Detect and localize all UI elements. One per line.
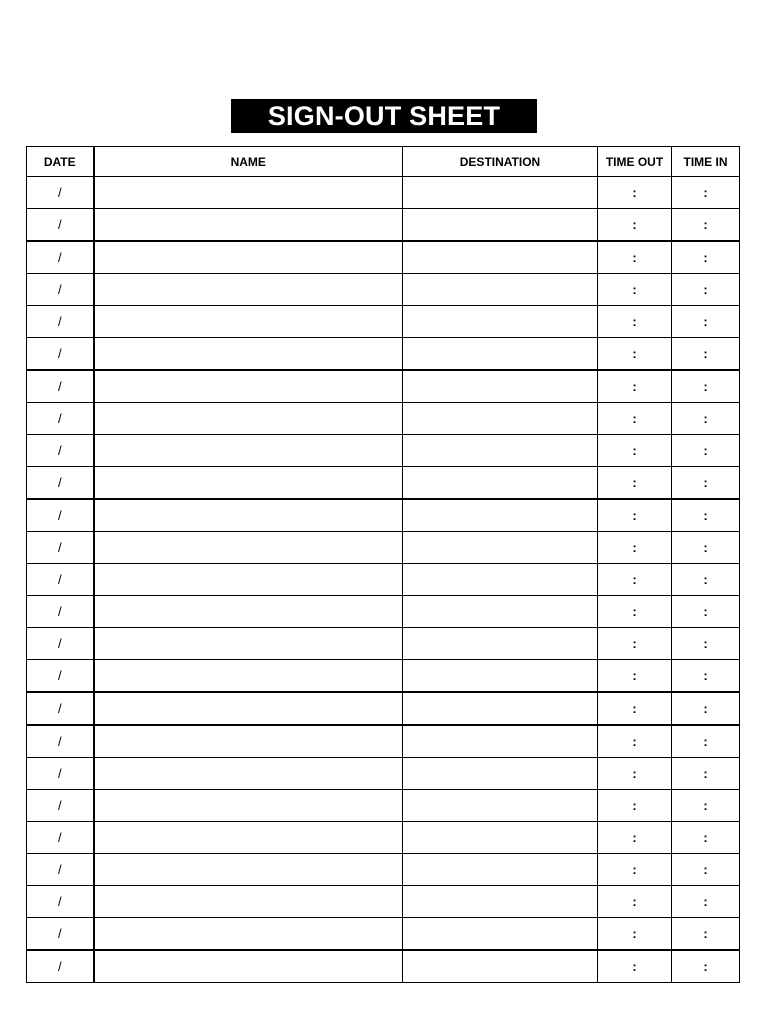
time-out-cell[interactable]: : [598,435,672,467]
destination-column-header: DESTINATION [403,147,598,177]
time-in-cell[interactable]: : [672,177,740,209]
time-in-cell[interactable]: : [672,564,740,596]
time-out-cell[interactable]: : [598,499,672,532]
time-out-cell[interactable]: : [598,532,672,564]
destination-cell[interactable] [403,274,598,306]
name-cell[interactable] [94,950,403,983]
date-cell[interactable]: / [27,338,94,371]
destination-cell[interactable] [403,725,598,758]
destination-cell[interactable] [403,370,598,403]
table-row [27,918,740,951]
time-out-cell[interactable]: : [598,725,672,758]
table-row [27,274,740,306]
destination-cell[interactable] [403,177,598,209]
date-cell[interactable]: / [27,725,94,758]
date-cell[interactable]: / [27,532,94,564]
destination-cell[interactable] [403,822,598,854]
destination-cell[interactable] [403,338,598,371]
date-cell[interactable]: / [27,499,94,532]
name-cell[interactable] [94,596,403,628]
destination-cell[interactable] [403,564,598,596]
time-in-cell[interactable]: : [672,532,740,564]
sheet-title: SIGN-OUT SHEET [231,99,537,133]
table-row [27,306,740,338]
time-in-cell[interactable]: : [672,499,740,532]
header-row [27,147,740,177]
table-row [27,886,740,918]
table-row [27,241,740,274]
time-in-cell[interactable]: : [672,403,740,435]
time-out-cell[interactable]: : [598,209,672,242]
destination-cell[interactable] [403,660,598,693]
name-cell[interactable] [94,403,403,435]
date-cell[interactable]: / [27,306,94,338]
time-out-cell[interactable]: : [598,950,672,983]
name-cell[interactable] [94,758,403,790]
date-cell[interactable]: / [27,660,94,693]
destination-cell[interactable] [403,758,598,790]
date-cell[interactable]: / [27,692,94,725]
time-in-cell[interactable]: : [672,918,740,951]
destination-cell[interactable] [403,499,598,532]
table-row [27,403,740,435]
table-row [27,435,740,467]
date-cell[interactable]: / [27,564,94,596]
date-cell[interactable]: / [27,854,94,886]
time-in-cell[interactable]: : [672,435,740,467]
table-row [27,338,740,371]
name-cell[interactable] [94,564,403,596]
time-out-column-header: TIME OUT [598,147,672,177]
time-out-cell[interactable]: : [598,564,672,596]
time-in-cell[interactable]: : [672,822,740,854]
destination-cell[interactable] [403,854,598,886]
name-cell[interactable] [94,725,403,758]
time-in-column-header: TIME IN [672,147,740,177]
time-out-cell[interactable]: : [598,241,672,274]
time-out-cell[interactable]: : [598,596,672,628]
date-cell[interactable]: / [27,886,94,918]
name-cell[interactable] [94,209,403,242]
name-cell[interactable] [94,628,403,660]
destination-cell[interactable] [403,886,598,918]
time-out-cell[interactable]: : [598,822,672,854]
date-cell[interactable]: / [27,628,94,660]
destination-cell[interactable] [403,596,598,628]
time-in-cell[interactable]: : [672,370,740,403]
time-out-cell[interactable]: : [598,854,672,886]
time-out-cell[interactable]: : [598,790,672,822]
name-cell[interactable] [94,854,403,886]
time-out-cell[interactable]: : [598,274,672,306]
time-out-cell[interactable]: : [598,370,672,403]
date-column-header: DATE [27,147,94,177]
name-cell[interactable] [94,918,403,951]
table-row [27,725,740,758]
time-in-cell[interactable]: : [672,274,740,306]
time-in-cell[interactable]: : [672,338,740,371]
name-cell[interactable] [94,822,403,854]
table-row [27,822,740,854]
name-cell[interactable] [94,177,403,209]
time-in-cell[interactable]: : [672,950,740,983]
time-in-cell[interactable]: : [672,886,740,918]
time-in-cell[interactable]: : [672,596,740,628]
table-row [27,467,740,500]
table-row [27,564,740,596]
date-cell[interactable]: / [27,241,94,274]
name-cell[interactable] [94,692,403,725]
time-out-cell[interactable]: : [598,918,672,951]
table-row [27,692,740,725]
time-in-cell[interactable]: : [672,725,740,758]
time-out-cell[interactable]: : [598,758,672,790]
time-in-cell[interactable]: : [672,790,740,822]
table-row [27,596,740,628]
table-row [27,950,740,983]
destination-cell[interactable] [403,692,598,725]
table-row [27,790,740,822]
table-row [27,532,740,564]
destination-cell[interactable] [403,918,598,951]
date-cell[interactable]: / [27,435,94,467]
time-in-cell[interactable]: : [672,758,740,790]
time-out-cell[interactable]: : [598,306,672,338]
table-body [27,177,740,983]
date-cell[interactable]: / [27,950,94,983]
time-out-cell[interactable]: : [598,177,672,209]
table-row [27,499,740,532]
date-cell[interactable]: / [27,370,94,403]
date-cell[interactable]: / [27,758,94,790]
destination-cell[interactable] [403,435,598,467]
time-in-cell[interactable]: : [672,854,740,886]
name-cell[interactable] [94,467,403,500]
name-cell[interactable] [94,660,403,693]
time-out-cell[interactable]: : [598,692,672,725]
time-in-cell[interactable]: : [672,692,740,725]
date-cell[interactable]: / [27,274,94,306]
time-out-cell[interactable]: : [598,403,672,435]
time-out-cell[interactable]: : [598,886,672,918]
name-cell[interactable] [94,435,403,467]
name-cell[interactable] [94,370,403,403]
destination-cell[interactable] [403,306,598,338]
name-cell[interactable] [94,532,403,564]
name-cell[interactable] [94,274,403,306]
table-row [27,660,740,693]
table-row [27,758,740,790]
destination-cell[interactable] [403,241,598,274]
destination-cell[interactable] [403,209,598,242]
time-out-cell[interactable]: : [598,660,672,693]
name-cell[interactable] [94,499,403,532]
name-cell[interactable] [94,886,403,918]
destination-cell[interactable] [403,790,598,822]
name-cell[interactable] [94,241,403,274]
time-out-cell[interactable]: : [598,467,672,500]
date-cell[interactable]: / [27,177,94,209]
time-in-cell[interactable]: : [672,467,740,500]
table-row [27,209,740,242]
time-out-cell[interactable]: : [598,338,672,371]
name-cell[interactable] [94,306,403,338]
table-row [27,628,740,660]
date-cell[interactable]: / [27,467,94,500]
time-in-cell[interactable]: : [672,209,740,242]
table-row [27,370,740,403]
sign-out-table [26,146,740,983]
destination-cell[interactable] [403,950,598,983]
date-cell[interactable]: / [27,596,94,628]
time-in-cell[interactable]: : [672,660,740,693]
destination-cell[interactable] [403,467,598,500]
name-column-header: NAME [94,147,403,177]
time-in-cell[interactable]: : [672,241,740,274]
destination-cell[interactable] [403,403,598,435]
name-cell[interactable] [94,338,403,371]
table-row [27,854,740,886]
destination-cell[interactable] [403,628,598,660]
date-cell[interactable]: / [27,822,94,854]
date-cell[interactable]: / [27,790,94,822]
time-in-cell[interactable]: : [672,306,740,338]
time-out-cell[interactable]: : [598,628,672,660]
date-cell[interactable]: / [27,403,94,435]
name-cell[interactable] [94,790,403,822]
destination-cell[interactable] [403,532,598,564]
time-in-cell[interactable]: : [672,628,740,660]
date-cell[interactable]: / [27,209,94,242]
date-cell[interactable]: / [27,918,94,951]
table-row [27,177,740,209]
